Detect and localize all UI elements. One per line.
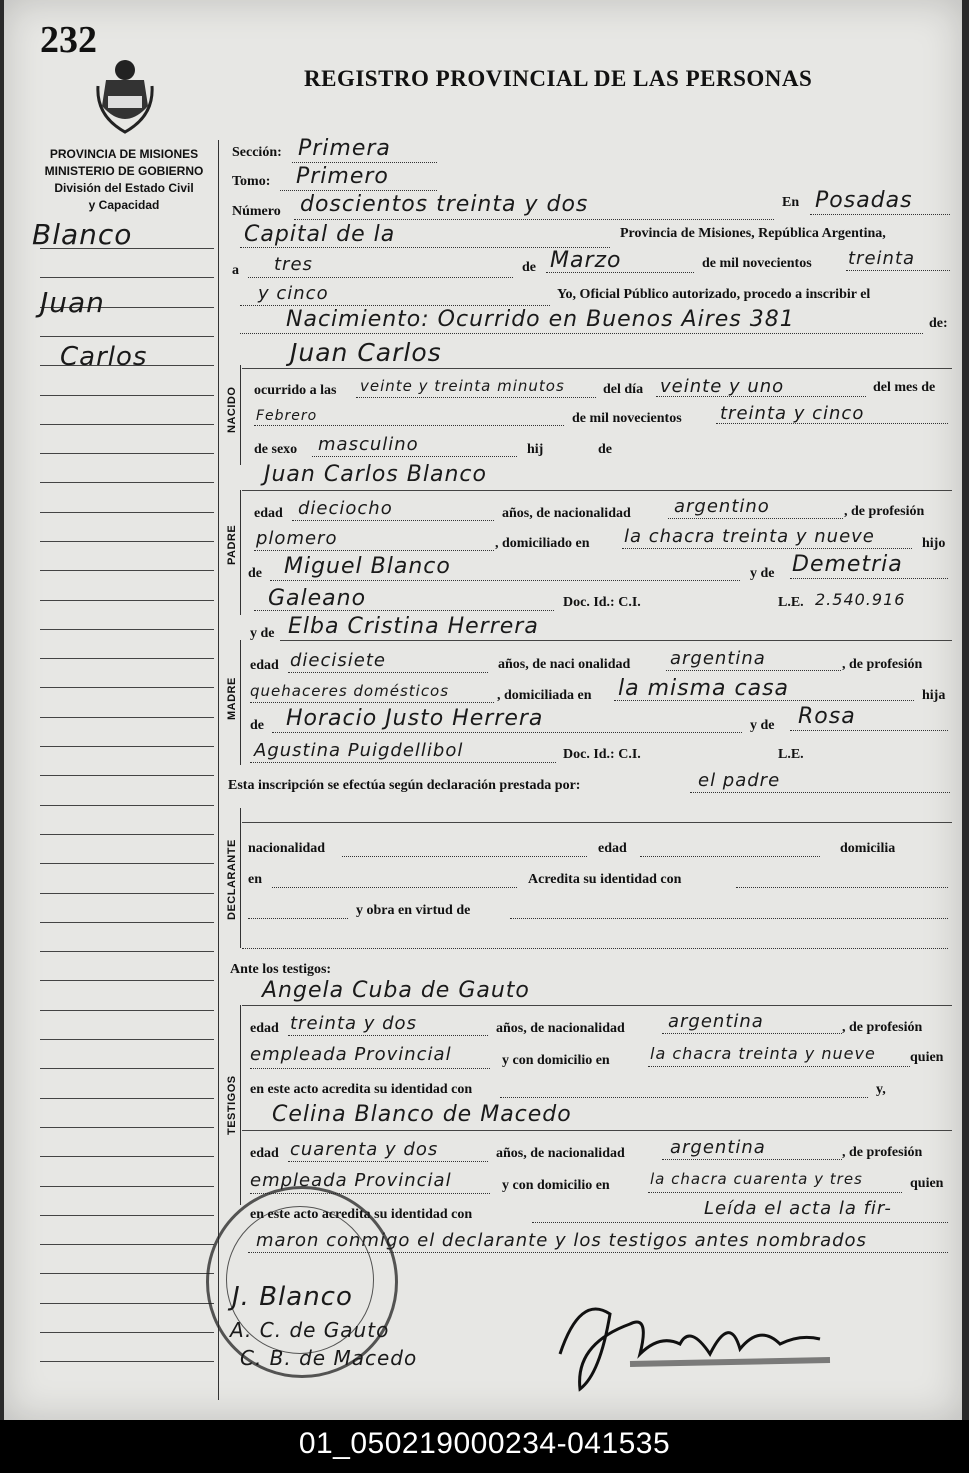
signature-testigo-2: C. B. de Macedo: [240, 1346, 418, 1370]
nota-line-2: maron conmigo el declarante y los testigos antes nombrados: [256, 1230, 867, 1251]
prof-padre-value: plomero: [256, 528, 338, 549]
declarante-bracket: [240, 808, 241, 948]
sexo-value: masculino: [318, 434, 419, 455]
de2-label: de: [598, 442, 612, 457]
de-mil-label: de mil novecientos: [702, 256, 812, 271]
y-coma-label: y,: [876, 1082, 886, 1097]
prof-t1-line: [250, 1068, 490, 1069]
official-signature: [540, 1284, 840, 1399]
numero-label: Número: [232, 204, 281, 219]
margin-rule: [40, 1273, 214, 1274]
prof-madre-label: , de profesión: [842, 657, 923, 672]
edad-decl-line: [640, 856, 820, 857]
institution-block: [34, 146, 214, 214]
margin-rule: [40, 922, 214, 923]
en-decl-line: [272, 887, 517, 888]
coat-of-arms-icon: [96, 56, 154, 134]
mes-inscr-value: Marzo: [550, 248, 622, 273]
de-mil2-label: de mil novecientos: [572, 411, 682, 426]
inscripcion-label: Esta inscripción se efectúa según declaración prestada por:: [228, 778, 581, 793]
domicilia-decl-label: domicilia: [840, 841, 896, 856]
de-mes-label: de: [522, 260, 536, 275]
margin-rule: [40, 834, 214, 835]
dia-inscr-line: [248, 277, 513, 278]
margin-rule: [40, 1039, 214, 1040]
ante-testigos-label: Ante los testigos:: [230, 962, 332, 977]
margin-rule: [40, 805, 214, 806]
nac-madre-value: argentina: [670, 648, 766, 669]
margin-rule: [40, 893, 214, 894]
seccion-value: Primera: [298, 136, 391, 161]
y-de-m2-label: y de: [750, 718, 775, 733]
nac-padre-value: argentino: [674, 496, 770, 517]
nota-line-1: Leída el acta la fir-: [704, 1198, 892, 1219]
lugar-line: [810, 214, 950, 215]
margin-rule: [40, 336, 214, 337]
margin-rule: [40, 1361, 214, 1362]
quien-t2-label: quien: [910, 1176, 944, 1191]
padre-madre-line: [790, 578, 948, 579]
nacionalidad-decl-label: nacionalidad: [248, 841, 326, 856]
numero-value: doscientos treinta y dos: [300, 192, 589, 217]
acta-value: Nacimiento: Ocurrido en Buenos Aires 381: [286, 307, 795, 332]
margin-rule: [40, 717, 214, 718]
acto-t2-label: en este acto acredita su identidad con: [250, 1207, 473, 1222]
margin-rule: [40, 1156, 214, 1157]
prof-padre-label: , de profesión: [844, 504, 925, 519]
tomo-label: Tomo:: [232, 174, 271, 189]
nac-t1-value: argentina: [668, 1011, 764, 1032]
doc-id-padre-label: Doc. Id.: C.I.: [563, 595, 641, 610]
tomo-value: Primero: [296, 164, 389, 189]
anio-nac-value: treinta y cinco: [720, 403, 865, 424]
margin-rule: [40, 482, 214, 483]
margin-rule: [40, 1244, 214, 1245]
margin-rule: [40, 1332, 214, 1333]
margin-rule: [40, 951, 214, 952]
margin-rule: [40, 512, 214, 513]
edad-decl-label: edad: [598, 841, 627, 856]
capital-value: Capital de la: [244, 222, 396, 247]
side-label-testigos: TESTIGOS: [226, 1075, 238, 1135]
acredita-decl-line: [736, 887, 948, 888]
numero-line: [294, 219, 774, 220]
page-number: 232: [40, 19, 97, 61]
lugar-value: Posadas: [815, 188, 913, 213]
side-label-madre: MADRE: [226, 677, 238, 720]
de-m-label: de: [250, 718, 264, 733]
edad-t1-line: [288, 1035, 488, 1036]
scan-footer-code: 01_050219000234-041535: [298, 1427, 671, 1460]
margin-rule: [40, 1098, 214, 1099]
madre-bracket: [240, 640, 241, 765]
institution-line: División del Estado Civil: [54, 181, 194, 195]
y-de-madre-label: y de: [250, 626, 275, 641]
margin-rule: [40, 453, 214, 454]
testigo1-name: Angela Cuba de Gauto: [262, 978, 530, 1003]
dom-t2-value: la chacra cuarenta y tres: [650, 1170, 863, 1188]
edad-padre-value: dieciocho: [298, 498, 393, 519]
nac-decl-line: [342, 856, 587, 857]
en-decl-label: en: [248, 872, 262, 887]
testigo2-name: Celina Blanco de Macedo: [272, 1102, 572, 1127]
hora-line: [356, 397, 596, 398]
side-label-declarante: DECLARANTE: [226, 839, 238, 920]
padre-name-line: [242, 490, 952, 491]
acta-line: [240, 333, 923, 334]
le-madre-label: L.E.: [778, 747, 804, 762]
margin-divider: [218, 140, 219, 1400]
padre-madre-value: Demetria: [792, 552, 903, 577]
nac-t1-label: años, de nacionalidad: [496, 1021, 625, 1036]
margin-rule: [40, 600, 214, 601]
institution-line: PROVINCIA DE MISIONES: [49, 147, 199, 161]
prof-padre-line: [254, 550, 494, 551]
nac-t2-label: años, de nacionalidad: [496, 1146, 625, 1161]
nac-madre-label: años, de naci onalidad: [498, 657, 631, 672]
en-label: En: [782, 195, 800, 210]
margin-name-2: Carlos: [60, 342, 148, 372]
margin-rule: [40, 395, 214, 396]
edad-t1-value: treinta y dos: [290, 1013, 417, 1034]
nac-t2-value: argentina: [670, 1137, 766, 1158]
mes-nac-value: Febrero: [256, 408, 318, 424]
page-title: REGISTRO PROVINCIAL DE LAS PERSONAS: [304, 66, 813, 91]
margin-rule: [40, 1127, 214, 1128]
hijo-label: hijo: [922, 536, 946, 551]
declarante-end-line: [242, 948, 948, 949]
seccion-label: Sección:: [232, 145, 282, 160]
margin-rule: [40, 1068, 214, 1069]
margin-rule: [40, 1010, 214, 1011]
dom-t2-label: y con domicilio en: [502, 1178, 610, 1193]
padre-name: Juan Carlos Blanco: [264, 462, 487, 487]
obra-pre-line: [248, 918, 348, 919]
madre-name-line: [280, 640, 952, 641]
nac-padre-label: años, de nacionalidad: [502, 506, 631, 521]
declarante-line: [690, 792, 950, 793]
acto-t1-label: en este acto acredita su identidad con: [250, 1082, 473, 1097]
prof-t1-label: , de profesión: [842, 1020, 923, 1035]
ocurrido-label: ocurrido a las: [254, 383, 337, 398]
madre-madre2-value: Agustina Puigdellibol: [254, 740, 464, 761]
dom-padre-value: la chacra treinta y nueve: [624, 526, 875, 547]
sexo-label: de sexo: [254, 442, 298, 457]
padre-le-value: 2.540.916: [815, 590, 906, 609]
margin-rule: [40, 424, 214, 425]
acto-t2-line: [532, 1222, 948, 1223]
margin-rule: [40, 775, 214, 776]
nac-t1-line: [662, 1033, 842, 1034]
dia-nac-value: veinte y uno: [660, 376, 785, 397]
mes-nac-line: [254, 425, 564, 426]
margin-name-1: Juan: [40, 286, 105, 319]
dom-t1-label: y con domicilio en: [502, 1053, 610, 1068]
margin-rule: [40, 658, 214, 659]
a-label: a: [232, 263, 239, 278]
madre-name: Elba Cristina Herrera: [288, 614, 539, 639]
margin-surname: Blanco: [32, 218, 133, 251]
testigo2-name-line: [242, 1130, 952, 1131]
hija-label: hija: [922, 688, 946, 703]
signature-padre: J. Blanco: [232, 1282, 353, 1312]
acto-t1-line: [500, 1097, 868, 1098]
margin-rule: [40, 277, 214, 278]
prof-madre-line: [250, 702, 494, 703]
edad-t2-value: cuarenta y dos: [290, 1139, 439, 1160]
edad-t1-label: edad: [250, 1021, 279, 1036]
madre-padre-line: [272, 732, 742, 733]
madre-padre-value: Horacio Justo Herrera: [286, 706, 544, 731]
anio-inscr-a: treinta: [848, 248, 916, 269]
testigo1-name-line: [242, 1005, 952, 1006]
nac-padre-line: [668, 518, 843, 519]
yo-label: Yo, Oficial Público autorizado, procedo a inscribir el: [557, 287, 871, 302]
hij-label: hij: [527, 442, 544, 457]
de-p-label: de: [248, 566, 262, 581]
margin-rule: [40, 570, 214, 571]
declarante-name-line: [242, 822, 952, 823]
doc-id-madre-label: Doc. Id.: C.I.: [563, 747, 641, 762]
edad-madre-value: diecisiete: [290, 650, 386, 671]
margin-rule: [40, 1303, 214, 1304]
del-dia-label: del día: [603, 382, 644, 397]
margin-rule: [40, 746, 214, 747]
prof-t2-label: , de profesión: [842, 1145, 923, 1160]
hora-value: veinte y treinta minutos: [360, 377, 565, 395]
provincia-label: Provincia de Misiones, República Argentina,: [620, 226, 886, 241]
nac-madre-line: [666, 670, 841, 671]
tomo-line: [280, 190, 437, 191]
dom-madre-value: la misma casa: [618, 676, 790, 701]
de-colon-label: de:: [929, 316, 948, 331]
le-padre-label: L.E.: [778, 595, 804, 610]
margin-rule: [40, 541, 214, 542]
dia-inscr-value: tres: [274, 254, 313, 275]
margin-rule: [40, 980, 214, 981]
edad-madre-line: [288, 672, 488, 673]
seccion-line: [292, 162, 437, 163]
edad-padre-label: edad: [254, 506, 283, 521]
anio-inscr-b: y cinco: [258, 283, 329, 304]
side-label-nacido: NACIDO: [226, 386, 238, 433]
margin-rule: [40, 629, 214, 630]
y-de-padre-label: y de: [750, 566, 775, 581]
obra-line: [510, 918, 948, 919]
del-mes-label: del mes de: [873, 380, 936, 395]
dom-t1-value: la chacra treinta y nueve: [650, 1044, 876, 1063]
sexo-line: [312, 456, 517, 457]
margin-rule: [40, 863, 214, 864]
nacido-name: Juan Carlos: [290, 338, 442, 367]
institution-line: MINISTERIO DE GOBIERNO: [44, 164, 204, 178]
dom-madre-label: , domiciliada en: [497, 688, 592, 703]
signature-testigo-1: A. C. de Gauto: [230, 1318, 390, 1342]
prof-t2-value: empleada Provincial: [250, 1170, 452, 1191]
anio-inscr-b-line: [240, 305, 550, 306]
acredita-decl-label: Acredita su identidad con: [528, 872, 682, 887]
edad-t2-line: [288, 1161, 488, 1162]
madre-madre2-line: [250, 762, 556, 763]
anio-inscr-line: [846, 270, 950, 271]
side-label-padre: PADRE: [226, 524, 238, 565]
madre-madre-line: [790, 730, 948, 731]
nacido-bracket: [240, 365, 241, 465]
prof-t1-value: empleada Provincial: [250, 1044, 452, 1065]
prof-madre-value: quehaceres domésticos: [250, 682, 450, 700]
dom-t2-line: [648, 1192, 902, 1193]
nacido-name-line: [242, 368, 952, 369]
dom-t1-line: [648, 1066, 910, 1067]
institution-line: y Capacidad: [88, 198, 160, 212]
nac-t2-line: [662, 1159, 842, 1160]
dom-padre-line: [622, 548, 912, 549]
quien-t1-label: quien: [910, 1050, 944, 1065]
margin-rule: [40, 1215, 214, 1216]
obra-label: y obra en virtud de: [356, 903, 471, 918]
margin-rule: [40, 1186, 214, 1187]
edad-padre-line: [292, 520, 494, 521]
padre-padre-line: [270, 580, 740, 581]
dom-padre-label: , domiciliado en: [495, 536, 590, 551]
testigos-bracket: [240, 1005, 241, 1205]
madre-madre-value: Rosa: [798, 704, 856, 729]
padre-padre-value: Miguel Blanco: [284, 554, 451, 579]
edad-t2-label: edad: [250, 1146, 279, 1161]
margin-rule: [40, 687, 214, 688]
edad-madre-label: edad: [250, 658, 279, 673]
declarante-value: el padre: [698, 770, 781, 791]
padre-bracket: [240, 490, 241, 615]
padre-madre2-value: Galeano: [268, 586, 367, 611]
